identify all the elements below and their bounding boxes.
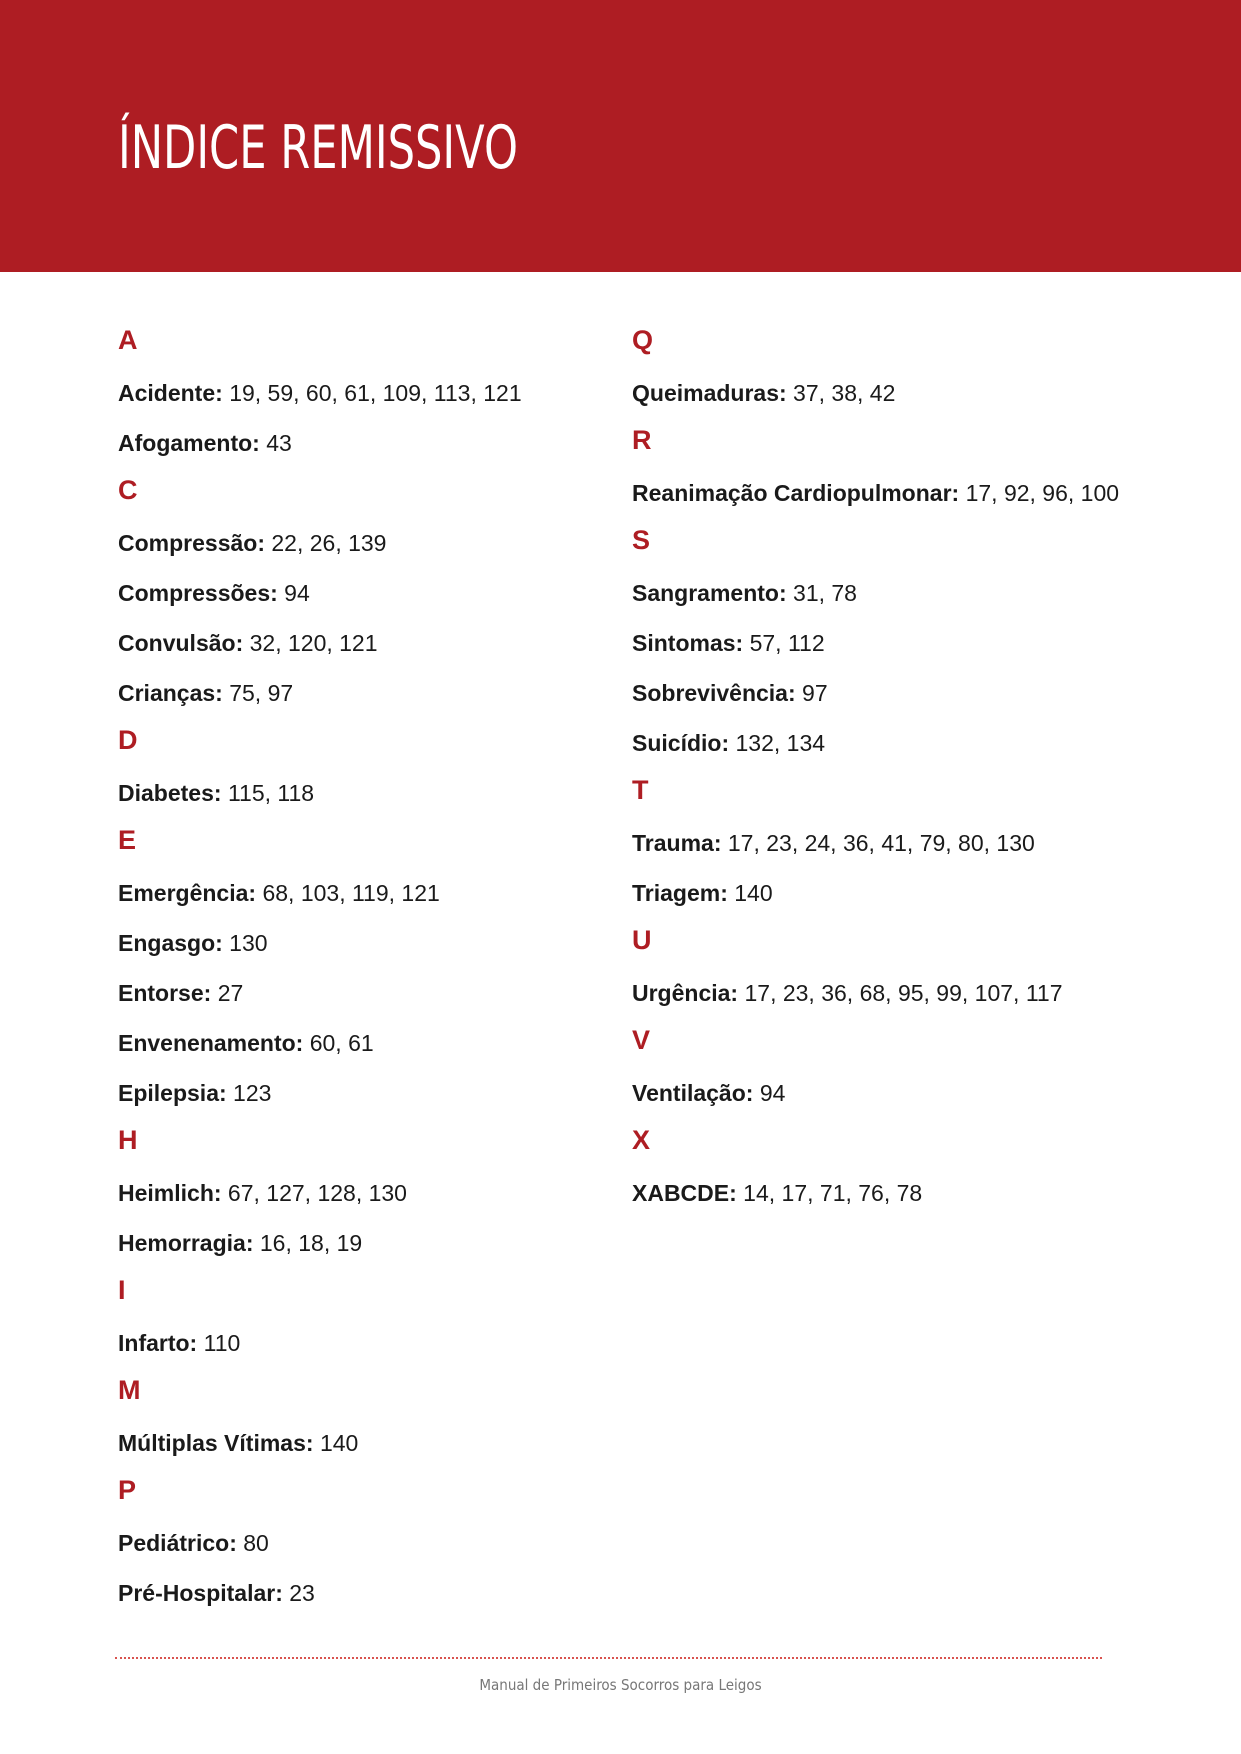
index-pages: 17, 23, 36, 68, 95, 99, 107, 117 (744, 980, 1063, 1006)
index-term: Sangramento: (632, 580, 787, 606)
index-column-left (118, 318, 522, 1618)
index-entry (632, 618, 1119, 668)
index-letter: I (118, 1275, 126, 1305)
index-entry (118, 1518, 522, 1568)
index-term: Queimaduras: (632, 380, 787, 406)
index-entry (118, 518, 522, 568)
index-entry (632, 1168, 1119, 1218)
footer-divider (115, 1657, 1102, 1659)
index-term: Suicídio: (632, 730, 730, 756)
index-term: Hemorragia: (118, 1230, 254, 1256)
index-letter: E (118, 825, 137, 855)
index-term: Acidente: (118, 380, 223, 406)
index-pages: 97 (802, 680, 828, 706)
index-entry (632, 468, 1119, 518)
index-entry (118, 1168, 522, 1218)
index-pages: 17, 92, 96, 100 (965, 480, 1120, 506)
index-pages: 57, 112 (749, 630, 825, 656)
index-pages: 94 (759, 1080, 786, 1106)
index-letter: D (118, 725, 138, 755)
index-pages: 43 (266, 430, 292, 456)
index-pages: 19, 59, 60, 61, 109, 113, 121 (229, 380, 522, 406)
index-pages: 110 (203, 1330, 241, 1356)
index-term: Reanimação Cardiopulmonar: (632, 480, 960, 506)
index-pages: 60, 61 (309, 1030, 374, 1056)
index-pages: 23 (289, 1580, 315, 1606)
index-entry (118, 1568, 522, 1618)
index-entry (118, 1318, 522, 1368)
index-entry (632, 368, 1119, 418)
index-term: Engasgo: (118, 930, 223, 956)
index-letter: Q (632, 325, 654, 355)
index-pages: 123 (233, 1080, 272, 1106)
index-entry (118, 868, 522, 918)
index-term: Ventilação: (632, 1080, 754, 1106)
index-term: Sintomas: (632, 630, 744, 656)
index-entry (118, 1218, 522, 1268)
index-entry (118, 1068, 522, 1118)
index-pages: 67, 127, 128, 130 (227, 1180, 407, 1206)
index-pages: 14, 17, 71, 76, 78 (743, 1180, 923, 1206)
index-term: Diabetes: (118, 780, 222, 806)
index-letter: H (118, 1125, 138, 1155)
index-letter: T (632, 775, 649, 805)
index-term: Trauma: (632, 830, 722, 856)
index-entry (632, 568, 1119, 618)
index-pages: 68, 103, 119, 121 (262, 880, 440, 906)
index-letter: U (632, 925, 652, 955)
index-term: Emergência: (118, 880, 257, 906)
index-term: Pediátrico: (118, 1530, 237, 1556)
index-column-right (632, 318, 1119, 1218)
index-letter: A (118, 325, 138, 355)
index-pages: 75, 97 (229, 680, 294, 706)
index-term: Sobrevivência: (632, 680, 796, 706)
index-pages: 94 (284, 580, 310, 606)
index-term: Heimlich: (118, 1180, 222, 1206)
index-letter: C (118, 475, 138, 505)
index-pages: 22, 26, 139 (271, 530, 387, 556)
index-letter: P (118, 1475, 137, 1505)
index-entry (118, 668, 522, 718)
index-term: Crianças: (118, 680, 223, 706)
index-term: Triagem: (632, 880, 728, 906)
index-term: Urgência: (632, 980, 739, 1006)
index-term: Afogamento: (118, 430, 260, 456)
index-pages: 130 (229, 930, 268, 956)
index-letter: V (632, 1025, 651, 1055)
index-letter: M (118, 1375, 141, 1405)
index-pages: 17, 23, 24, 36, 41, 79, 80, 130 (727, 830, 1035, 856)
index-pages: 27 (217, 980, 244, 1006)
header-band (0, 0, 1241, 272)
index-entry (118, 618, 522, 668)
index-letter: R (632, 425, 652, 455)
index-pages: 32, 120, 121 (249, 630, 378, 656)
index-term: Compressões: (118, 580, 278, 606)
index-term: Envenenamento: (118, 1030, 304, 1056)
index-entry (632, 818, 1119, 868)
index-term: Entorse: (118, 980, 212, 1006)
footer-text: Manual de Primeiros Socorros para Leigos (479, 1676, 762, 1694)
index-entry (632, 968, 1119, 1018)
index-term: XABCDE: (632, 1180, 737, 1206)
index-letter: S (632, 525, 651, 555)
index-pages: 115, 118 (227, 780, 315, 806)
index-entry (118, 418, 522, 468)
index-term: Compressão: (118, 530, 265, 556)
index-letter: X (632, 1125, 651, 1155)
page-title: ÍNDICE REMISSIVO (118, 113, 518, 183)
index-term: Infarto: (118, 1330, 198, 1356)
index-entry (118, 918, 522, 968)
index-pages: 140 (319, 1430, 359, 1456)
index-term: Epilepsia: (118, 1080, 227, 1106)
index-entry (632, 1068, 1119, 1118)
index-entry (118, 968, 522, 1018)
index-entry (632, 868, 1119, 918)
index-pages: 132, 134 (735, 730, 826, 756)
index-entry (118, 1418, 522, 1468)
index-term: Convulsão: (118, 630, 244, 656)
index-pages: 140 (734, 880, 773, 906)
index-pages: 16, 18, 19 (259, 1230, 363, 1256)
index-pages: 80 (243, 1530, 269, 1556)
index-pages: 37, 38, 42 (793, 380, 896, 406)
index-entry (118, 568, 522, 618)
index-pages: 31, 78 (793, 580, 857, 606)
index-entry (632, 668, 1119, 718)
index-term: Pré-Hospitalar: (118, 1580, 283, 1606)
index-term: Múltiplas Vítimas: (118, 1430, 314, 1456)
index-entry (118, 368, 522, 418)
index-entry (118, 768, 522, 818)
index-entry (118, 1018, 522, 1068)
index-entry (632, 718, 1119, 768)
